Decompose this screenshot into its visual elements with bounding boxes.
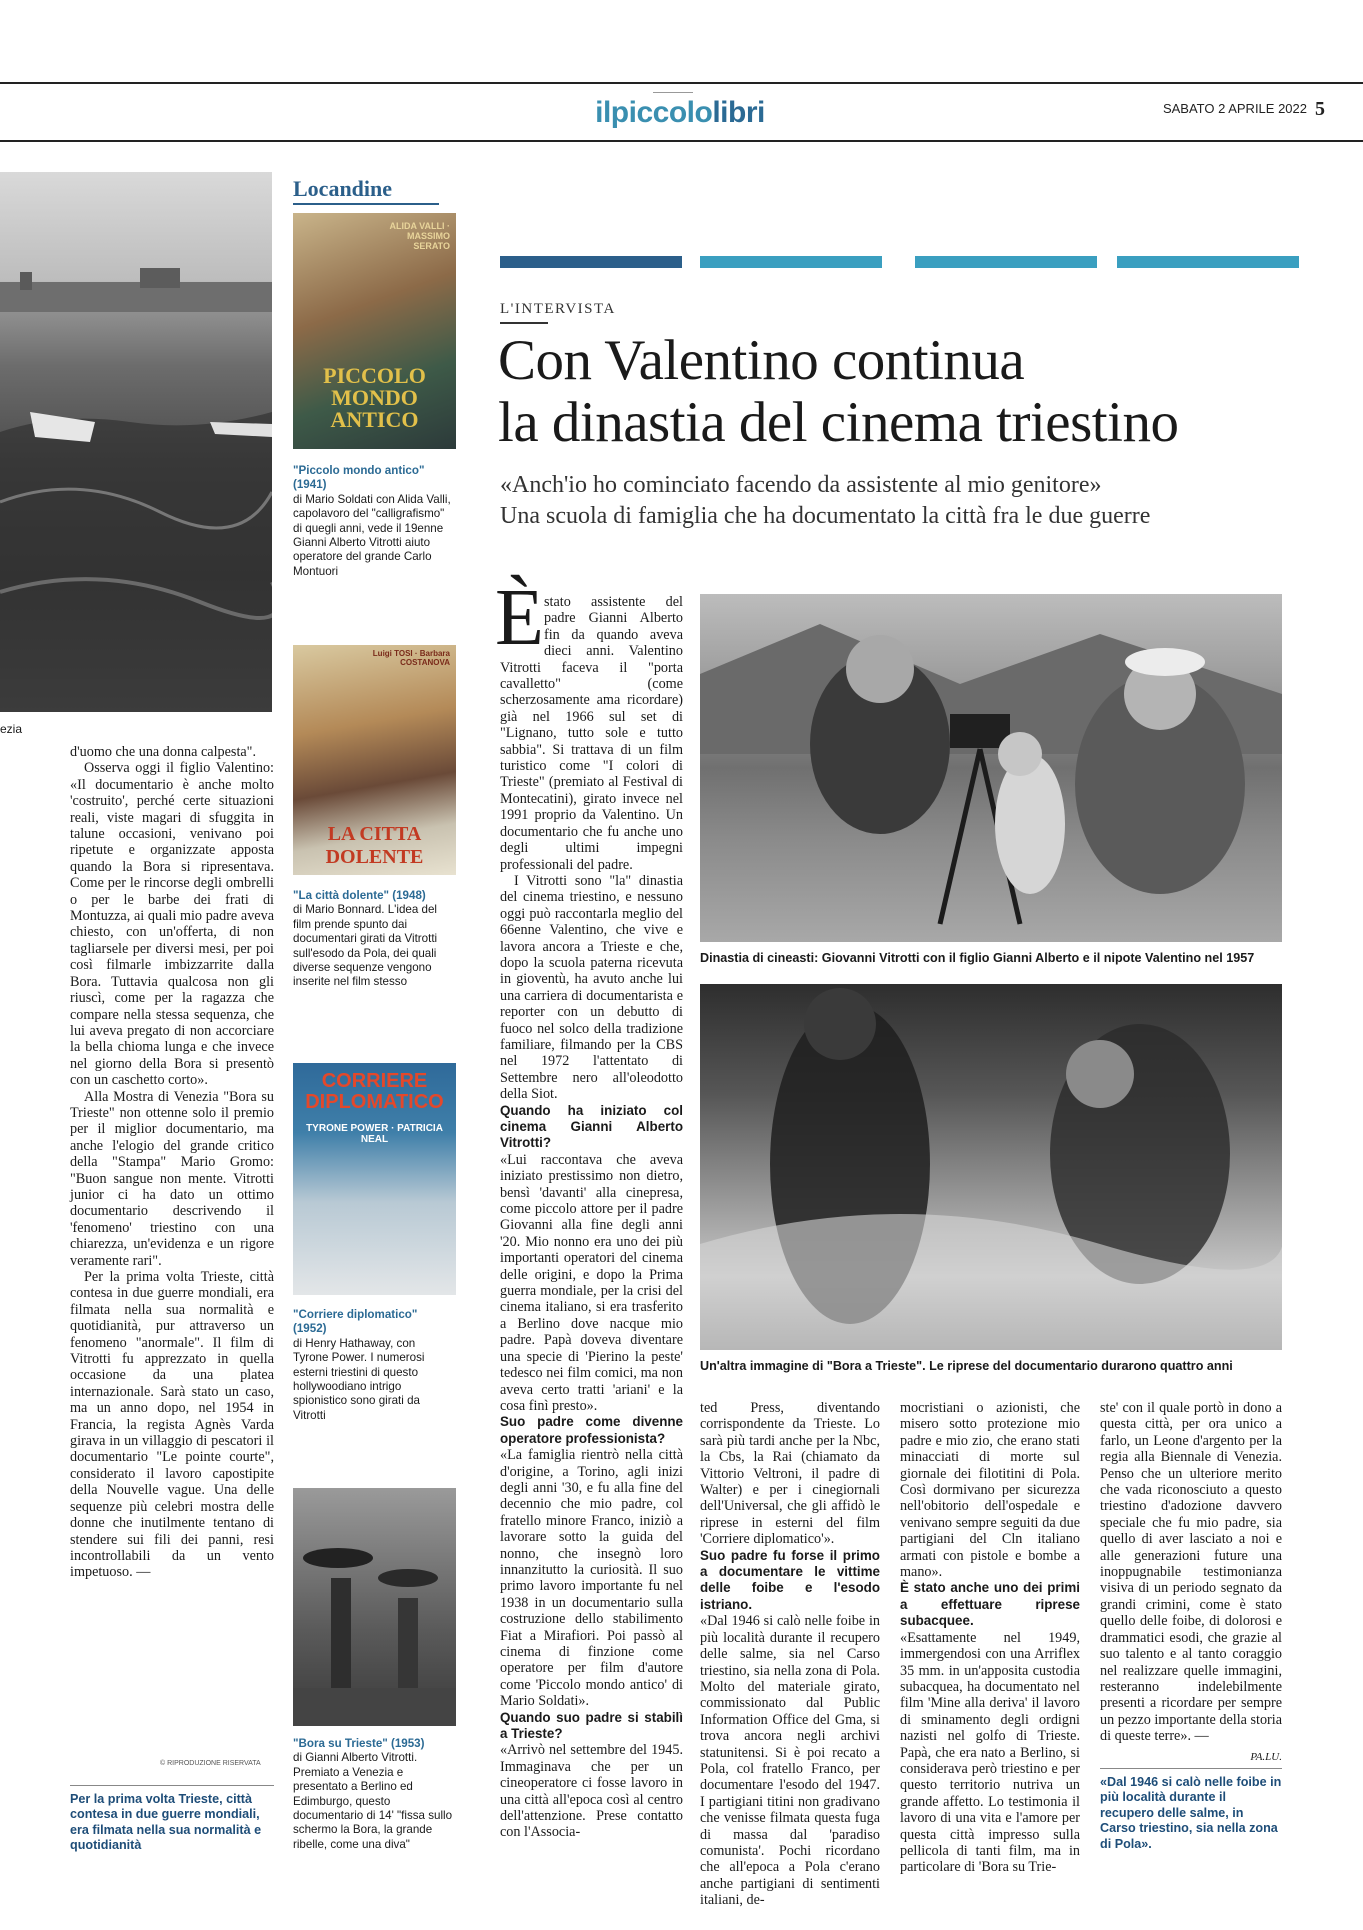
date-text: SABATO 2 APRILE 2022 xyxy=(1162,101,1307,116)
poster-corriere-diplomatico xyxy=(293,1063,456,1295)
article-title xyxy=(498,330,1338,454)
masthead xyxy=(580,96,780,130)
family-with-camera xyxy=(700,594,1282,942)
header-rule-bottom xyxy=(0,140,1363,142)
poster-piccolo-mondo-antico xyxy=(293,213,456,449)
locandina-caption xyxy=(293,1737,453,1852)
left-pullquote: Per la prima volta Trieste, città contesa in due guerre mondiali, era filmata nella sua normalità e quotidianità xyxy=(70,1792,262,1853)
article-signature: PA.LU. xyxy=(1250,1750,1282,1763)
article-subtitle xyxy=(500,470,1340,532)
locandina-caption-title: "Corriere diplomatico" (1952) xyxy=(293,1308,418,1336)
dropcap-spacer xyxy=(500,594,544,658)
locandina-caption-body: di Henry Hathaway, con Tyrone Power. I numerosi esterni triestini di questo hollywoodiano intrigo spionistico sono girati da Vitrotti xyxy=(293,1336,425,1422)
article-paragraph: stato assistente del padre Gianni Alberto fin da quando aveva dieci anni. Valentino Vitrotti faceva il "porta cavalletto" (come scherzosamente ama ricordare) già nel 1966 sul set di "Lignano, tutto sole e tutto sabbia". Si trattava di un film turistico come "I colori di Trieste" (premiato al Festival di Montecatini), girato invece nel 1991 proprio da Valentino. Un documentario che fu anche uno degli ultimi impegni professionali del padre. xyxy=(500,594,683,873)
article-paragraph: «Arrivò nel settembre del 1945. Immaginava che per un cineoperatore ci fosse lavoro in una città all'epoca così al centro dell'attenzione. Prese contatto con l'Associa- xyxy=(500,1742,683,1841)
interview-question: Quando ha iniziato col cinema Gianni Alberto Vitrotti? xyxy=(500,1102,683,1151)
article-paragraph: «La famiglia rientrò nella città d'origine, a Torino, agli inizi degli anni '30, e fu alla fine del decennio che mio padre, col fratello minore Franco, iniziò a lavorare sotto la guida del nonno, che insegnò loro innanzitutto la curiosità. Il suo primo lavoro importante fu nel 1938 in un documentario sulla costruzione dello stabilimento Fiat a Mirafiori. Poi passò al cinema di finzione come operatore per film d'autore come 'Piccolo mondo antico' di Mario Soldati». xyxy=(500,1447,683,1710)
locandina-caption-title: "La città dolente" (1948) xyxy=(293,889,426,902)
locandine-title: Locandine xyxy=(293,176,393,201)
article-paragraph: «Esattamente nel 1949, immergendosi con una Arriflex 35 mm. in un'apposita custodia subacquea, ha documentato nel film 'Mine alla deriva' il lavoro di sminamento degli ordigni nazisti nel golfo di Trieste. Papà, che era nato a Berlino, si considerava però triestino e per questo territorio nutriva un grande affetto. Lo testimonia il lavoro di una vita e l'amore per questa città impresso sulla pellicola di tanti film, ma in particolare di 'Bora su Trie- xyxy=(900,1629,1080,1876)
left-paragraph: Per la prima volta Trieste, città contesa in due guerre mondiali, era filmata nella sua normalità e quotidianità, pur attraverso un fenomeno "anormale". Il film di Vitrotti fu apprezzato in quella occasione da una platea internazionale. Sarà stato un caso, ma un anno dopo, nel 1954 in Francia, la regista Agnès Varda girava in un villaggio di pescatori il documentario "Le pointe courte", considerato il lavoro capostipite della Nouvelle vague. Una delle sequenze più celebri mostra delle donne che inutilmente tentano di stendere sui fili dei panni, resi incontrollabili da un vento impetuoso. — xyxy=(70,1269,274,1581)
article-column-3 xyxy=(900,1400,1080,1876)
masthead-part-b: libri xyxy=(712,96,765,129)
article-paragraph: mocristiani o azionisti, che misero sotto protezione mio padre e mio zio, che erano stati minacciati di morte sul giornale dei filotitini di Pola. Così dormivano per sicurezza nell'obitorio dell'ospedale e venivano sempre seguiti da due partigiani del Cln italiano armati con pistole e bombe a mano». xyxy=(900,1400,1080,1581)
locandina-caption xyxy=(293,889,453,990)
locandina-caption-title: "Piccolo mondo antico" (1941) xyxy=(293,464,425,492)
article-paragraph: ste' con il quale portò in dono a questa città, per ora unico a farlo, un Leone d'argento per la regia alla Biennale di Venezia. Penso che un ulteriore merito che vada riconosciuto a questo triestino d'adozione davvero speciale che fu mio padre, sia quello di aver lasciato a noi e alle generazioni future una inoppugnabile testimonianza visiva di un periodo segnato da grandi crimini, come è stato quello delle foibe, di dolorosi e drammatici esodi, che grazie al suo talento e al tanto coraggio nel realizzare quelle immagini, resteranno indelebilmente presenti a ricordare per sempre un pezzo importante della storia di queste terre». — xyxy=(1100,1400,1283,1745)
page-date xyxy=(1163,98,1325,121)
locandina-caption-body: di Gianni Alberto Vitrotti. Premiato a Venezia e presentato a Berlino ed Edimburgo, questo documentario di 14' "fissa sullo schermo la Bora, la grande ribelle, come una diva" xyxy=(293,1751,453,1851)
poster-la-citta-dolente xyxy=(293,645,456,875)
photo2-caption: Un'altra immagine di "Bora a Trieste". Le riprese del documentario durarono quattro anni xyxy=(700,1359,1233,1373)
figures-in-wind xyxy=(293,1488,456,1726)
article-pullquote: «Dal 1946 si calò nelle foibe in più località durante il recupero delle salme, in Carso triestino, sia nella zona di Pola». xyxy=(1100,1775,1282,1851)
locandina-caption-body: di Mario Soldati con Alida Valli, capolavoro del "calligrafismo" di quegli anni, vede il 19enne Gianni Alberto Vitrotti aiuto operatore del grande Carlo Montuori xyxy=(293,492,451,578)
article-column-2 xyxy=(700,1400,880,1909)
header-rule-top xyxy=(0,82,1363,84)
photo-bora-su-trieste xyxy=(293,1488,456,1726)
subtitle-line: «Anch'io ho cominciato facendo da assistente al mio genitore» xyxy=(500,472,1102,498)
article-paragraph: «Dal 1946 si calò nelle foibe in più località durante il recupero delle salme, sia nel Carso triestino, sia nella zona di Pola. Molto del materiale girato, commissionato dal Public Information Office del Gma, si trova ancora negli archivi statunitensi. Si è poi recato a Pola, col fratello Franco, per documentare l'esodo del 1947. I partigiani titini non gradivano che venisse filmata questa fuga di massa dal 'paradiso comunista'. Pochi ricordano che all'epoca a Pola c'erano anche partigiani di sentimenti italiani, de- xyxy=(700,1613,880,1909)
left-paragraph: d'uomo che una donna calpesta". xyxy=(70,744,257,760)
left-paragraph: Alla Mostra di Venezia "Bora su Trieste" non ottenne solo il premio per il miglior documentario, ma anche l'elogio del grande critico della "Stampa" Mario Gromo: "Buon sangue non mente. Vitrotti junior ci ha dato un ottimo documentario descrivendo il 'fenomeno' triestino con una chiarezza, un'evidenza e un rigore veramente rari". xyxy=(70,1088,274,1269)
article-paragraph: I Vitrotti sono "la" dinastia del cinema triestino, e nessuno oggi può raccontarla meglio del 66enne Valentino, che vive e lavora ancora a Trieste e che, dopo la scuola paterna ricevuta in gioventù, ha avuto anche lui una carriera di documentarista e reporter con un debutto di fuoco nel solco della tradizione familiare, filmando per la CBS nel 1972 l'attentato di Settembre nero all'oleodotto della Siot. xyxy=(500,872,683,1103)
interview-question: Quando suo padre si stabilì a Trieste? xyxy=(500,1709,683,1742)
article-paragraph: ted Press, diventando corrispondente da Trieste. Lo sarà più tardi anche per la Nbc, la Cbs, la Rai (chiamato da Vittorio Veltroni, il padre di Walter) e per i cinegiornali dell'Universal, che gli affidò le riprese in esterni del film 'Corriere diplomatico'». xyxy=(700,1400,880,1548)
decor-bar-light xyxy=(915,256,1097,268)
locandina-caption-body: di Mario Bonnard. L'idea del film prende spunto dai documentari girati da Vitrotti sull'esodo da Pola, dei quali diverse sequenze vengono inserite nel film stesso xyxy=(293,903,438,989)
article-column-1 xyxy=(500,594,683,1841)
article-kicker: L'INTERVISTA xyxy=(500,301,616,317)
locandina-caption xyxy=(293,464,453,579)
harbour-scene xyxy=(0,172,272,712)
left-photo xyxy=(0,172,272,712)
locandina-caption xyxy=(293,1308,453,1423)
pullquote-rule xyxy=(1100,1768,1282,1769)
poster-title: PICCOLO MONDO ANTICO xyxy=(323,363,426,432)
kicker-rule xyxy=(500,322,548,324)
interview-question: Suo padre fu forse il primo a documentare le vittime delle foibe e l'esodo istriano. xyxy=(700,1547,880,1612)
locandina-caption-title: "Bora su Trieste" (1953) xyxy=(293,1737,425,1750)
dropcap: È xyxy=(495,574,544,662)
poster-top-text: TYRONE POWER · PATRICIA NEAL xyxy=(306,1123,443,1145)
left-copyright: © RIPRODUZIONE RISERVATA xyxy=(160,1760,261,1767)
page-number: 5 xyxy=(1315,98,1325,120)
decor-bar-dark xyxy=(500,256,682,268)
left-pullquote-rule xyxy=(70,1785,274,1786)
photo1-caption: Dinastia di cineasti: Giovanni Vitrotti con il figlio Gianni Alberto e il nipote Valentino nel 1957 xyxy=(700,951,1255,965)
left-photo-caption: ezia xyxy=(0,722,23,736)
poster-top-text: ALIDA VALLI · MASSIMO SERATO xyxy=(389,221,450,251)
title-line: la dinastia del cinema triestino xyxy=(498,391,1179,454)
decor-bar-light xyxy=(700,256,882,268)
poster-title: CORRIERE DIPLOMATICO xyxy=(305,1070,444,1113)
article-column-4 xyxy=(1100,1400,1282,1765)
left-text-column xyxy=(70,744,274,1581)
women-in-wind xyxy=(700,984,1282,1350)
masthead-ornament xyxy=(653,92,693,93)
masthead-part-a: ilpiccolo xyxy=(595,96,713,129)
interview-question: È stato anche uno dei primi a effettuare riprese subacquee. xyxy=(900,1580,1080,1629)
photo-vitrotti-family xyxy=(700,594,1282,942)
interview-question: Suo padre come divenne operatore professionista? xyxy=(500,1414,683,1446)
article-paragraph: «Lui raccontava che aveva iniziato prestissimo non dietro, bensì 'davanti' alla cinepresa, come piccolo attore per il padre Giovanni alla fine degli anni '20. Mio nonno era uno dei più importanti operatori del cinema delle origini, e dopo la Prima guerra mondiale, per la crisi del cinema italiano, si era trasferito a Berlino dove nacque mio padre. Papà doveva diventare una specie di 'Pierino la peste' tedesco nei film comici, ma non aveva certo tratti 'ariani' e la cosa finì presto». xyxy=(500,1151,683,1414)
poster-top-text: Luigi TOSI · Barbara COSTANOVA xyxy=(372,649,450,667)
poster-title: LA CITTA DOLENTE xyxy=(325,823,424,868)
decor-bar-light xyxy=(1117,256,1299,268)
subtitle-line: Una scuola di famiglia che ha documentato la città fra le due guerre xyxy=(500,503,1151,529)
title-line: Con Valentino continua xyxy=(498,329,1025,392)
locandine-rule xyxy=(293,203,439,205)
photo-bora-a-trieste xyxy=(700,984,1282,1350)
left-paragraph: Osserva oggi il figlio Valentino: «Il documentario è anche molto 'costruito', perché certe situazioni reali, viste magari di sfuggita in talune occasioni, venivano poi ripetute e organizzate apposta quando la Bora si ripresentava. Come per le rincorse degli ombrelli o per le barbe dei frati di Montuzza, ai quali mio padre aveva chiesto, con un'offerta, di non tagliarsele per diversi mesi, per poi così filmarle imbizzarrite dalla Bora. Tuttavia qualcosa non gli riuscì, come per la ragazza che compare nella stessa sequenza, che lui aveva pregato di non accorciare la bella chioma lunga e che invece nel giorno della Bora si presentò con un caschetto corto». xyxy=(70,760,274,1089)
